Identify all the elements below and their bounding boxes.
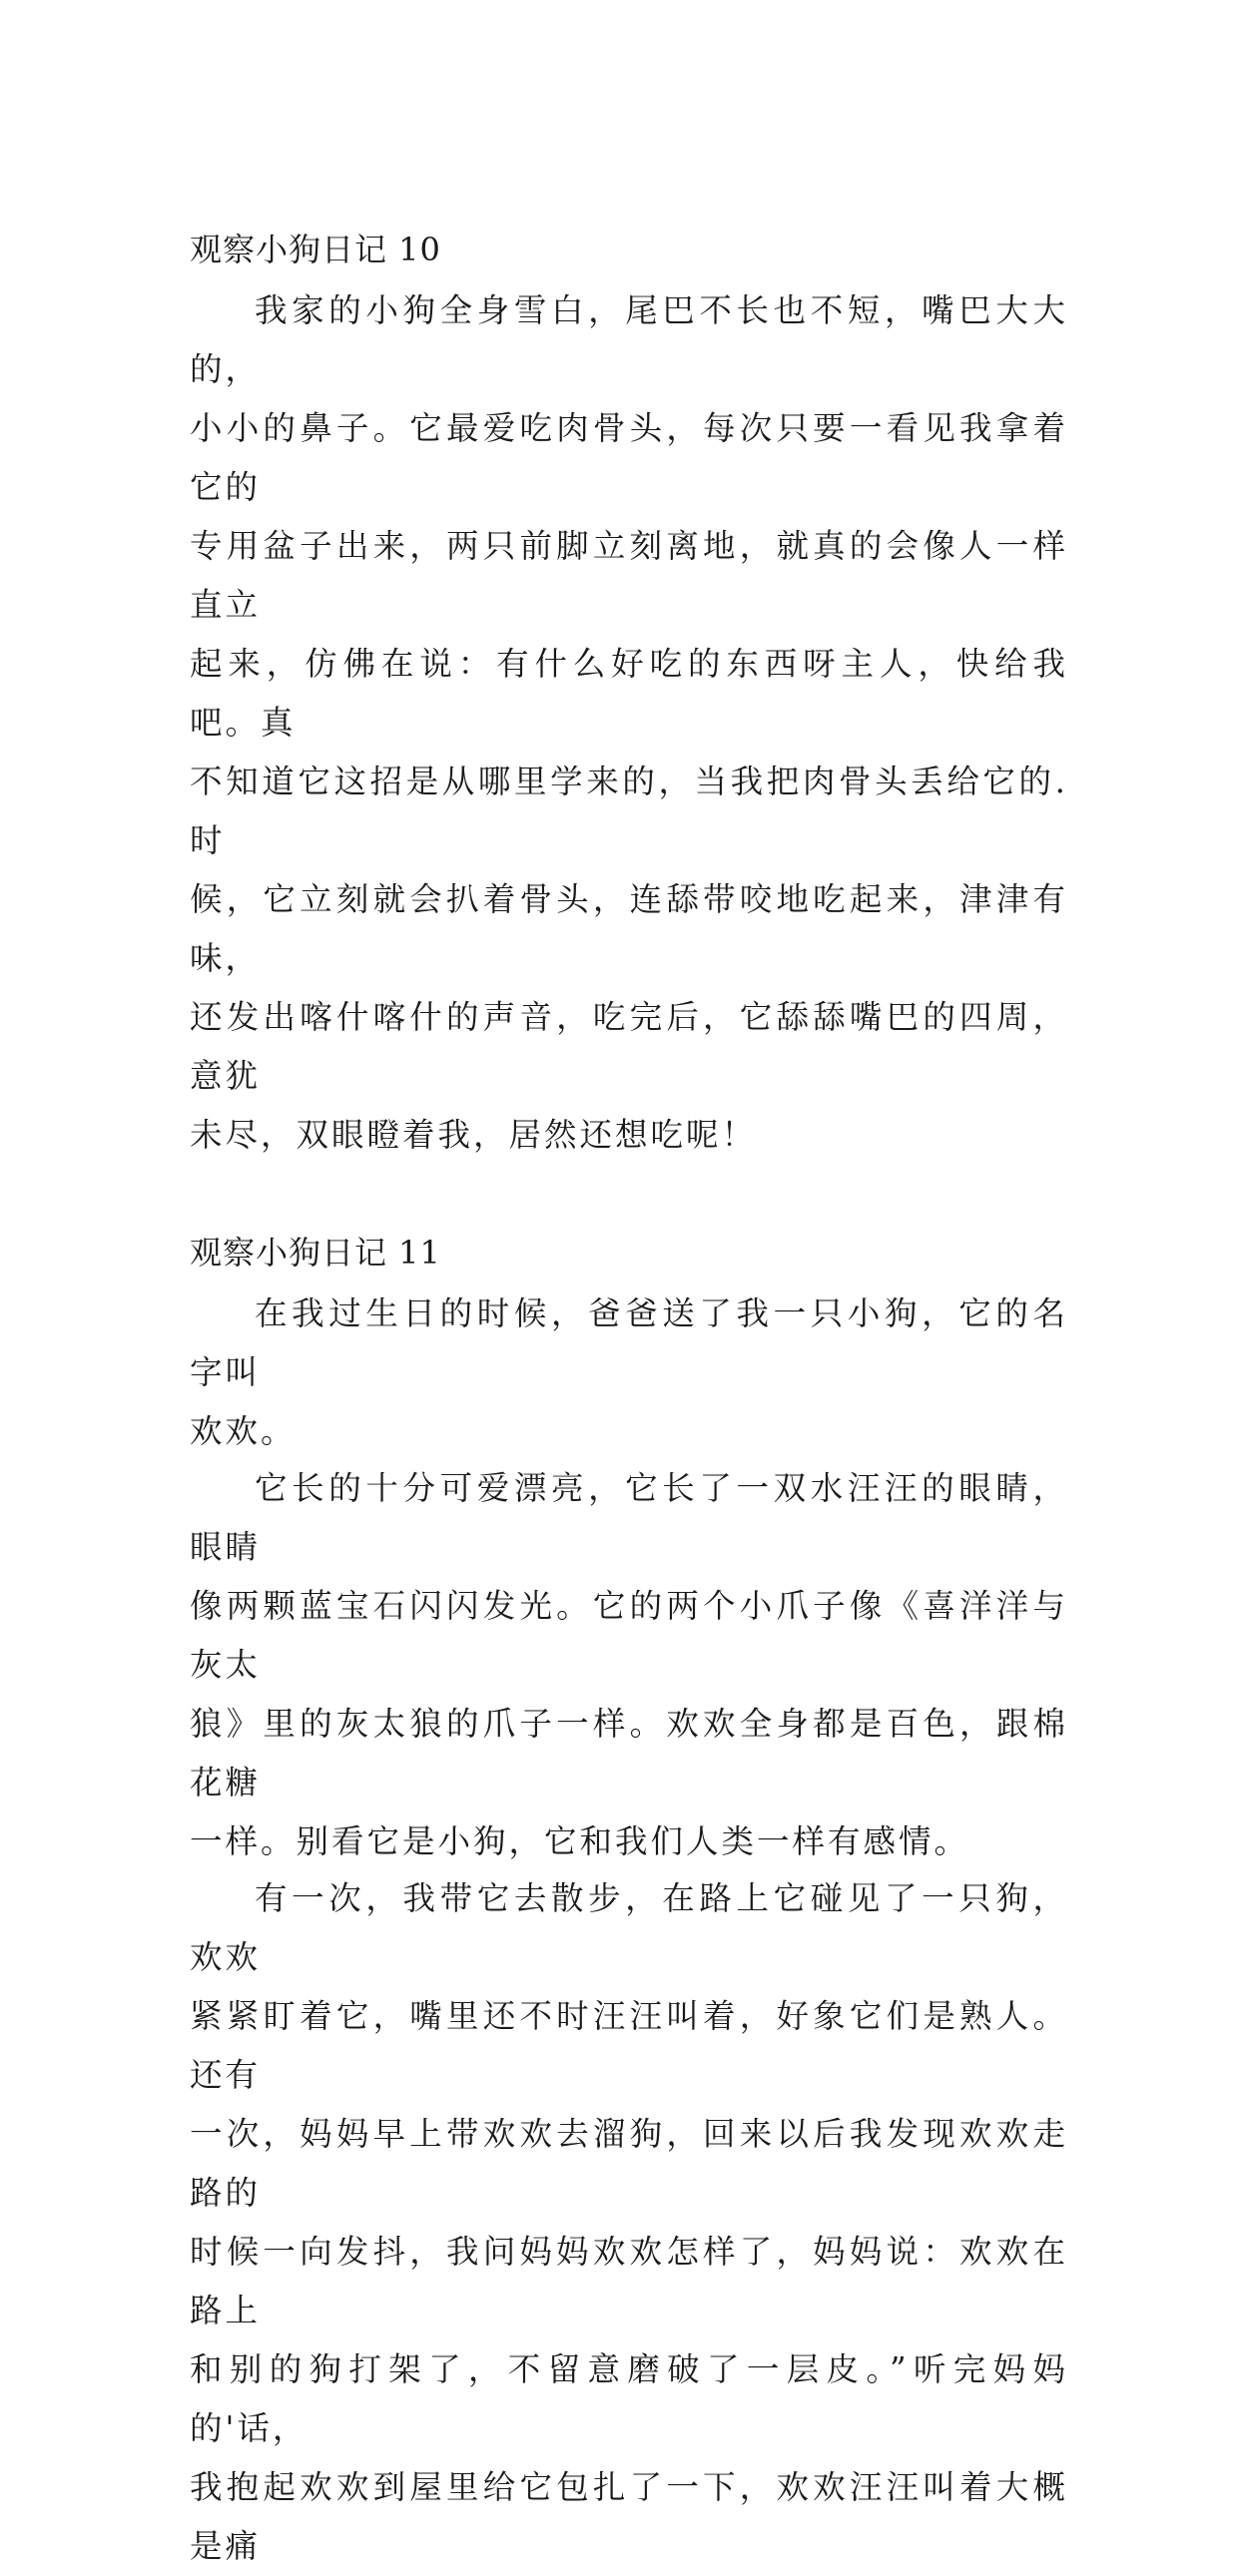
diary-entry-11 xyxy=(190,1221,1068,2576)
entry-paragraph: 它长的十分可爱漂亮，它长了一双水汪汪的眼睛，眼睛 像两颗蓝宝石闪闪发光。它的两个小爪子像《喜洋洋与灰太 狼》里的灰太狼的爪子一样。欢欢全身都是百色，跟棉花糖 一样。别看它是小狗，它和我们人类一样有感情。 xyxy=(190,1469,1068,1860)
entry-title: 观察小狗日记 11 xyxy=(190,1234,441,1272)
entry-paragraph: 我家的小狗全身雪白，尾巴不长也不短，嘴巴大大的， 小小的鼻子。它最爱吃肉骨头，每次只要一看见我拿着它的 专用盆子出来，两只前脚立刻离地，就真的会像人一样直立 起来，仿佛在说：有什么好吃的东西呀主人，快给我吧。真 不知道它这招是从哪里学来的，当我把肉骨头丢给它的.时 候，它立刻就会扒着骨头，连舔带咬地吃起来，津津有味， 还发出喀什喀什的声音，吃完后，它舔舔嘴巴的四周，意犹 未尽，双眼瞪着我，居然还想吃呢！ xyxy=(190,291,1068,1154)
diary-entry-10 xyxy=(190,218,1068,1165)
entry-paragraph: 在我过生日的时候，爸爸送了我一只小狗，它的名字叫 欢欢。 xyxy=(190,1294,1068,1450)
entry-paragraph: 有一次，我带它去散步，在路上它碰见了一只狗，欢欢 紧紧盯着它，嘴里还不时汪汪叫着，好象它们是熟人。还有 一次，妈妈早上带欢欢去溜狗，回来以后我发现欢欢走路的 时候一向发抖，我问妈妈欢欢怎样了，妈妈说：欢欢在路上 和别的狗打架了，不留意磨破了一层皮。”听完妈妈的'话， 我抱起欢欢到屋里给它包扎了一下，欢欢汪汪叫着大概是痛 xyxy=(190,1879,1068,2565)
document-page xyxy=(190,218,1068,2574)
entry-title: 观察小狗日记 10 xyxy=(190,231,441,268)
